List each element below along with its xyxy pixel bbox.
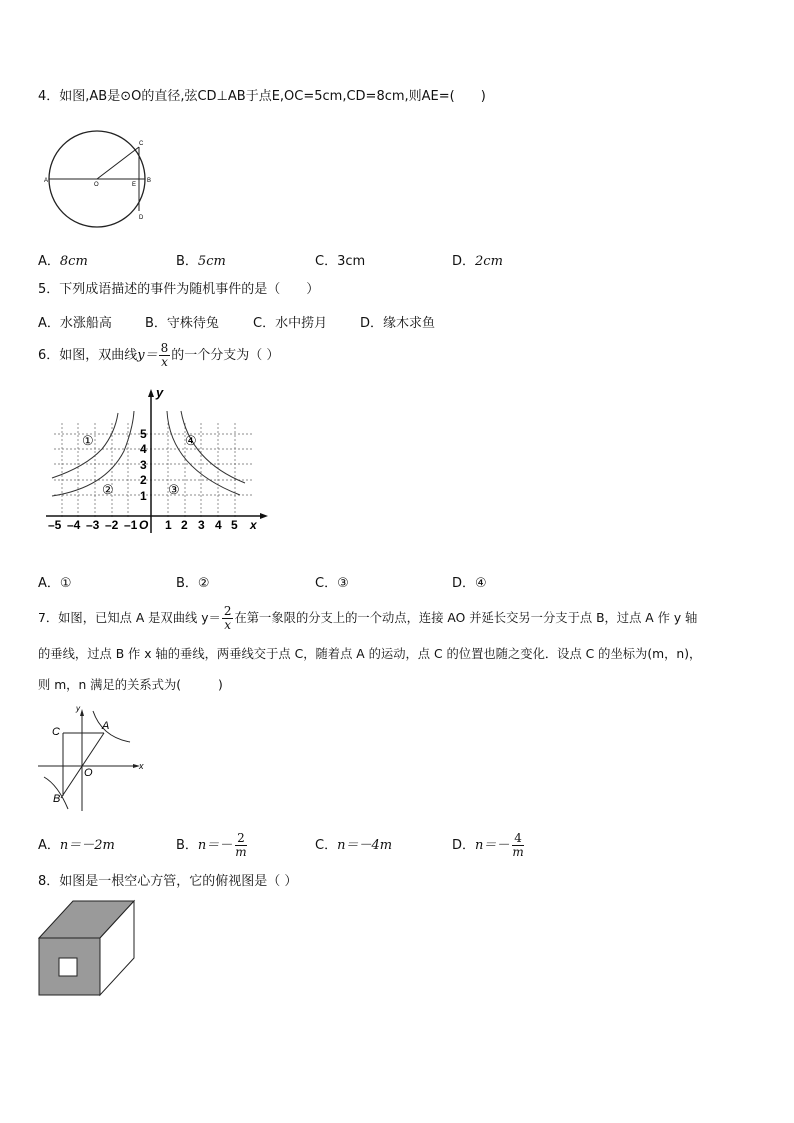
q6-fraction: $\frac{8}{x}$ <box>160 341 169 369</box>
q5-number: 5． <box>38 282 60 297</box>
q7-option-c[interactable]: C．n＝－4m <box>315 838 393 853</box>
q7-label-c: C <box>52 726 60 738</box>
q6-branch-label-4: ④ <box>185 433 197 448</box>
q4-option-d[interactable]: D．2cm <box>452 254 503 269</box>
q5-text: 下列成语描述的事件为随机事件的是（ ） <box>59 282 320 297</box>
q4-label-c: C <box>139 141 144 147</box>
q6-x-tick-neg4: –4 <box>67 518 81 532</box>
q6-number: 6． <box>38 348 60 363</box>
q6-x-tick-1: 1 <box>165 518 172 532</box>
q4-label-e: E <box>132 182 137 188</box>
q6-x-label: x <box>250 518 257 532</box>
q7-y-arrow <box>80 709 84 716</box>
q7-option-b[interactable]: B．n＝－ $\frac{2}{m}$ <box>176 831 247 859</box>
q5-stem <box>38 281 319 299</box>
q6-option-c[interactable]: C．③ <box>315 576 349 591</box>
q4-label-o: O <box>94 182 99 188</box>
q6-y-tick-5: 5 <box>140 427 147 441</box>
q7-number: 7． <box>38 611 59 625</box>
q5-option-a[interactable]: A．水涨船高 <box>38 316 112 331</box>
q7-branch-first <box>93 711 130 742</box>
q6-branch-label-3: ③ <box>168 482 180 497</box>
q6-x-tick-neg3: –3 <box>86 518 100 532</box>
q6-text-after: 的一个分支为（ ） <box>171 348 280 363</box>
q6-y-tick-1: 1 <box>140 489 147 503</box>
q4-option-a[interactable]: A．8cm <box>38 254 88 269</box>
q6-branch-1 <box>52 411 134 496</box>
q7-line1 <box>38 601 697 635</box>
q6-y-tick-3: 3 <box>140 458 147 472</box>
q4-label-a: A <box>44 178 49 184</box>
q5-option-c[interactable]: C．水中捞月 <box>253 316 328 331</box>
q7-line3: 则 m，n 满足的关系式为( ) <box>38 678 223 692</box>
q8-number: 8． <box>38 874 60 889</box>
q6-x-tick-neg2: –2 <box>105 518 119 532</box>
q6-x-tick-neg1: –1 <box>124 518 138 532</box>
q6-option-b[interactable]: B．② <box>176 576 210 591</box>
q6-x-arrow <box>260 513 268 519</box>
q6-y-tick-labels <box>140 427 147 503</box>
q6-y-label: y <box>156 385 164 400</box>
q7-fraction: $\frac{2}{x}$ <box>223 604 232 632</box>
q6-stem <box>38 339 279 373</box>
q4-option-c[interactable]: C．3cm <box>315 254 366 269</box>
q8-text: 如图是一根空心方管，它的俯视图是（ ） <box>59 874 298 889</box>
q6-var: y＝ <box>137 348 158 363</box>
q6-x-tick-neg5: –5 <box>48 518 62 532</box>
q8-square-tube-figure <box>38 898 138 998</box>
q5-option-b[interactable]: B．守株待兔 <box>145 316 219 331</box>
tube-hollow-square <box>59 958 77 976</box>
q6-x-tick-2: 2 <box>181 518 188 532</box>
q7-label-y: y <box>76 704 80 713</box>
q4-stem <box>38 88 486 106</box>
q6-option-d[interactable]: D．④ <box>452 576 487 591</box>
q7-label-b: B <box>53 793 61 805</box>
q6-y-arrow <box>148 389 154 397</box>
q7-option-d[interactable]: D．n＝－ $\frac{4}{m}$ <box>452 831 524 859</box>
segment-oc <box>97 147 139 179</box>
q7-line1-before: 如图，已知点 A 是双曲线 y＝ <box>58 611 221 625</box>
q6-x-tick-labels <box>48 518 258 532</box>
q7-label-a: A <box>102 720 110 732</box>
q4-circle-figure <box>40 128 170 233</box>
q6-x-tick-5: 5 <box>231 518 238 532</box>
q4-text: 如图,AB是⊙O的直径,弦CD⊥AB于点E,OC=5cm,CD=8cm,则AE=( ) <box>59 89 486 104</box>
q7-label-o: O <box>84 767 93 779</box>
q7-option-a[interactable]: A．n＝－2m <box>38 838 115 853</box>
q8-stem <box>38 873 297 891</box>
q7-figure <box>36 703 156 815</box>
q4-number: 4． <box>38 89 60 104</box>
q6-y-tick-2: 2 <box>140 473 147 487</box>
q4-label-b: B <box>147 178 152 184</box>
q6-option-a[interactable]: A．① <box>38 576 72 591</box>
q6-origin: O <box>139 518 149 532</box>
q6-branch-label-1: ① <box>82 433 94 448</box>
q6-text-before: 如图，双曲线 <box>59 348 138 363</box>
q7-label-x: x <box>139 761 144 771</box>
q5-option-d[interactable]: D．缘木求鱼 <box>360 316 436 331</box>
q6-y-tick-4: 4 <box>140 442 147 456</box>
q6-x-tick-4: 4 <box>215 518 222 532</box>
q4-option-b[interactable]: B．5cm <box>176 254 226 269</box>
q6-graph <box>40 383 270 543</box>
q4-label-d: D <box>139 215 144 221</box>
q6-x-tick-3: 3 <box>198 518 205 532</box>
q7-line2: 的垂线，过点 B 作 x 轴的垂线，两垂线交于点 C，随着点 A 的运动，点 C 的位置也随之变化．设点 C 的坐标为(m，n)， <box>38 647 702 661</box>
q6-branch-label-2: ② <box>102 482 114 497</box>
q7-line1-after: 在第一象限的分支上的一个动点，连接 AO 并延长交另一分支于点 B，过点 A 作 y 轴 <box>234 611 698 625</box>
